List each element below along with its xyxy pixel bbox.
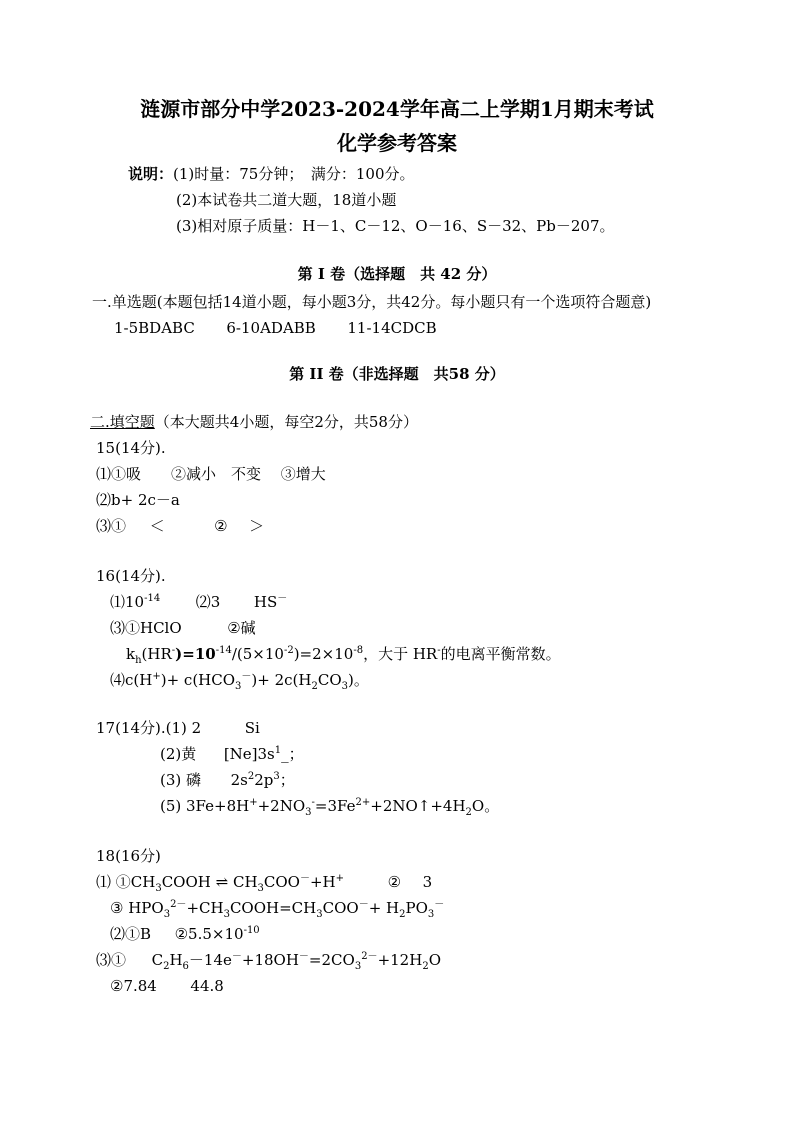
q18-l2-sub4: 2 <box>399 909 406 920</box>
q18-l2-sub5: 3 <box>427 909 435 920</box>
note-1: (1)时量：75分钟； 满分：100分。 <box>173 165 415 183</box>
part2-header: 第 II 卷（非选择题 共58 分） <box>289 365 505 383</box>
q17-l4-sub2: 2 <box>465 807 472 818</box>
q16-l3-s3: -2 <box>283 645 294 656</box>
q17-l2-a: (2)黄 <box>160 745 197 763</box>
q16-l3-p4: )=2×10 <box>293 645 354 663</box>
q16-l4-s1: + <box>152 671 161 682</box>
equilibrium-arrow-icon: ⇌ <box>215 873 229 891</box>
q15-l3-c: ② <box>214 517 228 535</box>
q17-line-4 <box>160 796 499 816</box>
q18-l4-p6: =2CO <box>308 951 355 969</box>
q16-line-2 <box>110 618 256 638</box>
q18-l2-p3: COOH=CH <box>229 899 317 917</box>
q16-l4-sub3: 3 <box>341 681 349 692</box>
q16-l4-p2: )+ c(HCO <box>160 671 236 689</box>
q17-l4-s1: + <box>249 797 258 808</box>
q16-l3-s4: -8 <box>353 645 364 656</box>
q18-l4-sub4: 2 <box>422 961 429 972</box>
q15-line-1: ⑴①吸 ②减小 不变 ③增大 <box>96 465 326 483</box>
q16-l3-k: k <box>126 645 136 663</box>
part2-description <box>90 412 418 432</box>
q18-l4-p5: +18OH <box>241 951 299 969</box>
q16-l4-p1: ⑷c(H <box>110 671 153 689</box>
q16-l1-c: HS <box>253 593 278 611</box>
q17-line-3 <box>160 770 295 790</box>
q18-l2-s1: 2－ <box>170 899 187 910</box>
part1-description: 一.单选题(本题包括14道小题，每小题3分，共42分。每小题只有一个选项符合题意) <box>92 293 652 311</box>
q18-l4-sub1: 2 <box>163 961 170 972</box>
page-subtitle: 化学参考答案 <box>337 131 457 155</box>
q18-l4-p2: C <box>151 951 164 969</box>
q18-line-3 <box>110 924 260 944</box>
q18-l1-p3: CH <box>228 873 258 891</box>
q18-heading: 18(16分) <box>96 847 161 865</box>
q18-l4-p3: H <box>169 951 183 969</box>
q17-l2-b-sup: 1 <box>274 745 282 756</box>
answers-11-14: 11-14CDCB <box>347 319 437 337</box>
q15-l3-gt: ＞ <box>249 517 265 535</box>
q17-l3-b-s1: 2 <box>247 771 255 782</box>
q16-l3-s2: -14 <box>215 645 232 656</box>
note-2: (2)本试卷共二道大题，18道小题 <box>176 191 397 209</box>
q17-l4-s2: - <box>311 797 315 808</box>
q18-line-1 <box>96 872 432 892</box>
q18-l2-p1: ③ HPO <box>110 899 164 917</box>
q15-line-2: ⑵b+ 2c－a <box>96 491 180 509</box>
q16-l4-p3: )+ 2c(H <box>251 671 312 689</box>
q18-l1-p1: ⑴ ①CH <box>96 873 156 891</box>
q17-l3-b2: 2p <box>254 771 274 789</box>
q16-l4-sub1: 3 <box>235 681 242 692</box>
answers-1-5: 1-5BDABC <box>114 319 195 337</box>
q18-line-4 <box>96 950 441 970</box>
q18-l5-a: ②7.84 <box>110 977 157 995</box>
q18-l4-p7: +12H <box>377 951 423 969</box>
q18-l4-p4: －14e <box>188 951 232 969</box>
q17-l1-b: Si <box>244 719 260 737</box>
q17-line-2 <box>160 744 304 764</box>
q16-l2-a: ⑶①HClO <box>110 619 182 637</box>
q17-l1-a: (1) 2 <box>165 719 202 737</box>
q18-l3-p2: ②5.5×10 <box>174 925 244 943</box>
q16-l1-c-sup: － <box>277 593 288 604</box>
q18-l2-p6: PO <box>405 899 428 917</box>
q18-l5-b: 44.8 <box>190 977 224 995</box>
q16-l3-ksub: h <box>135 655 142 666</box>
q16-l1-exp: -14 <box>144 593 161 604</box>
q15-heading: 15(14分). <box>96 439 166 457</box>
q18-line-5 <box>110 976 224 996</box>
q18-l1-s2: + <box>335 873 345 884</box>
q17-l4-sub1: 3 <box>305 807 312 818</box>
q16-line-4 <box>110 670 369 690</box>
q18-l3-s1: -10 <box>243 925 260 936</box>
q18-l2-s3: － <box>434 899 445 910</box>
q17-l4-p4: +2NO↑+4H <box>370 797 466 815</box>
answers-6-10: 6-10ADABB <box>226 319 316 337</box>
part2-desc-text: （本大题共4小题，每空2分，共58分） <box>154 413 418 431</box>
q17-l4-p3: =3Fe <box>314 797 356 815</box>
q16-l4-p4: CO <box>317 671 342 689</box>
q16-l3-s1: - <box>171 645 176 656</box>
q16-line-1 <box>110 592 287 612</box>
part2-desc-label: 二.填空题 <box>90 413 155 431</box>
q17-l3-b: 2s <box>230 771 248 789</box>
q18-line-2 <box>110 898 444 918</box>
q17-l4-p1: (5) 3Fe+8H <box>160 797 250 815</box>
q18-l1-p2: COOH <box>161 873 216 891</box>
q17-l2-c: _； <box>281 745 304 763</box>
q16-l3-p6: 的电离平衡常数。 <box>440 645 561 663</box>
q16-l3-s5: - <box>437 645 441 656</box>
q17-l4-p5: O。 <box>471 797 500 815</box>
q18-l1-p7: 3 <box>422 873 433 891</box>
note-3: (3)相对原子质量：H－1、C－12、O－16、S－32、Pb－207。 <box>176 217 615 235</box>
q18-l4-sub2: 6 <box>182 961 189 972</box>
q17-l4-s3: 2+ <box>355 797 371 808</box>
q16-l3-p3: /(5×10 <box>231 645 284 663</box>
q17-l4-p2: +2NO <box>257 797 306 815</box>
q17-line-1 <box>96 718 260 738</box>
q18-l4-sub3: 3 <box>354 961 362 972</box>
q18-l1-p5: +H <box>309 873 336 891</box>
page-title: 涟源市部分中学2023-2024学年高二上学期1月期末考试 <box>140 97 654 121</box>
q18-l2-p2: +CH <box>186 899 224 917</box>
q16-l3-p2: )=10 <box>175 645 216 663</box>
q18-l4-p1: ⑶① <box>96 951 127 969</box>
q17-l3-c: ； <box>279 771 295 789</box>
q16-l1-a: ⑴10 <box>110 593 145 611</box>
q18-l4-s3: 2－ <box>361 951 378 962</box>
part1-answers <box>114 318 437 338</box>
q15-line-3 <box>96 516 264 536</box>
notes-line-1 <box>128 164 414 184</box>
q15-l3-a: ⑶① <box>96 517 127 535</box>
q18-l2-p4: COO <box>322 899 359 917</box>
q16-heading: 16(14分). <box>96 567 166 585</box>
q17-heading: 17(14分). <box>96 719 166 737</box>
q17-l2-b: [Ne]3s <box>223 745 275 763</box>
q18-l1-sub2: 3 <box>257 883 264 894</box>
q17-l3-b-s2: 3 <box>273 771 280 782</box>
q18-l4-s2: － <box>298 951 309 962</box>
q18-l4-p8: O <box>428 951 441 969</box>
q16-l2-b: ②碱 <box>227 619 256 637</box>
q16-l3-p1: (HR <box>141 645 172 663</box>
q16-l4-s2: － <box>241 671 252 682</box>
q18-l3-p1: ⑵①B <box>110 925 152 943</box>
q18-l2-sub2: 3 <box>223 909 230 920</box>
q18-l2-s2: － <box>358 899 369 910</box>
q16-l3-p5: ，大于 HR <box>363 645 438 663</box>
q18-l1-s1: － <box>299 873 310 884</box>
q18-l1-p4: COO <box>263 873 300 891</box>
q16-line-3 <box>126 644 561 664</box>
q16-l4-p5: )。 <box>348 671 369 689</box>
q18-l1-p6: ② <box>387 873 402 891</box>
q18-l2-sub1: 3 <box>163 909 171 920</box>
q17-l3-a: (3) 磷 <box>160 771 202 789</box>
q15-l3-lt: ＜ <box>149 517 165 535</box>
q18-l1-sub1: 3 <box>155 883 162 894</box>
notes-label: 说明： <box>128 165 174 183</box>
q18-l2-sub3: 3 <box>316 909 323 920</box>
part1-header: 第 I 卷（选择题 共 42 分） <box>297 265 497 283</box>
q16-l4-sub2: 2 <box>311 681 318 692</box>
q18-l2-p5: + H <box>368 899 400 917</box>
q18-l4-s1: － <box>231 951 242 962</box>
q16-l1-b: ⑵3 <box>195 593 221 611</box>
